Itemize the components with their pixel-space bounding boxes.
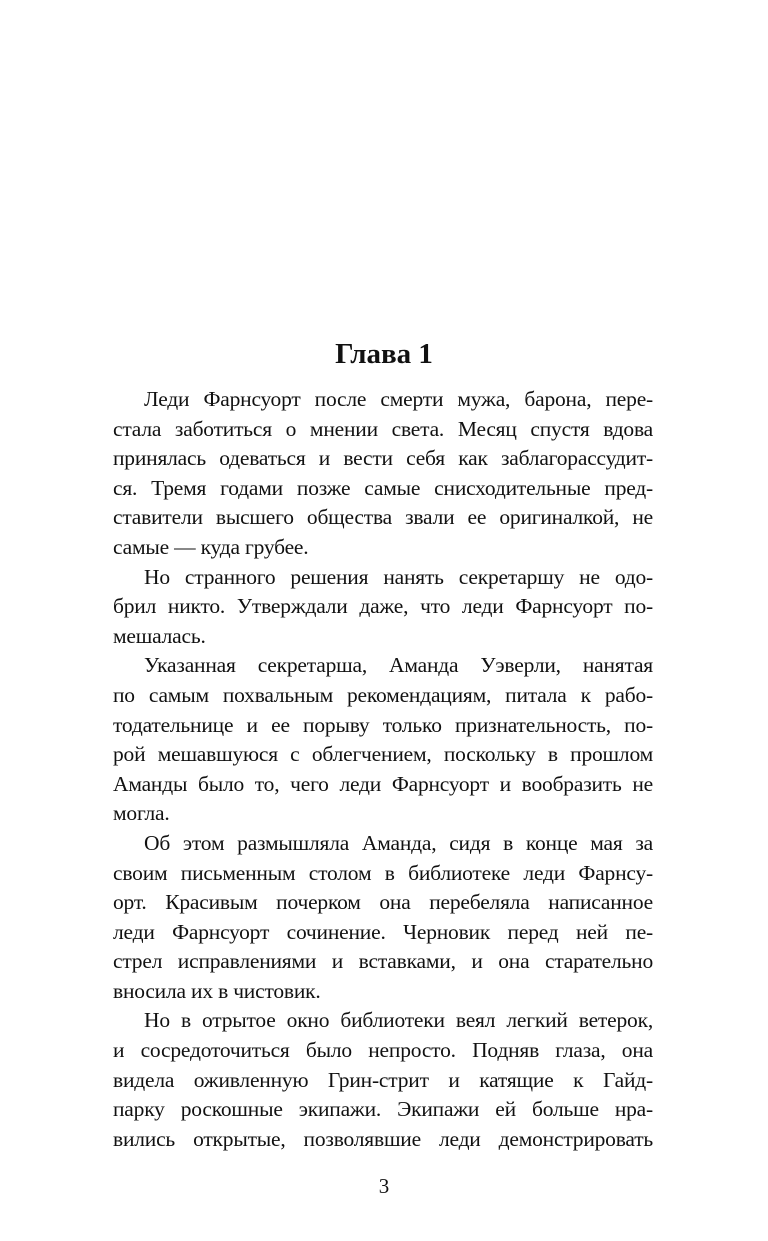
text-line: и сосредоточиться было непросто. Подняв глаза, она [113,1038,653,1063]
text-line: стрел исправлениями и вставками, и она старательно [113,949,653,974]
text-line: орт. Красивым почерком она перебеляла написанное [113,890,653,915]
text-line: стала заботиться о мнении света. Месяц спустя вдова [113,416,653,441]
text-line: мешалась. [113,623,206,648]
text-line: принялась одеваться и вести себя как заблагорассудит- [113,446,653,471]
text-line: рой мешавшуюся с облегчением, поскольку в прошлом [113,742,653,767]
text-line: ставители высшего общества звали ее оригиналкой, не [113,505,653,530]
text-line: Леди Фарнсуорт после смерти мужа, барона, пере- [144,387,653,411]
text-line: ся. Тремя годами позже самые снисходительные пред- [113,475,653,500]
page-number: 3 [378,1174,390,1199]
text-line: вносила их в чистовик. [113,978,321,1003]
text-line: по самым похвальным рекомендациям, питала к рабо- [113,682,653,707]
text-line: парку роскошные экипажи. Экипажи ей больше нра- [113,1097,653,1122]
paragraph [113,563,653,652]
paragraph [113,651,653,829]
paragraph [113,829,653,1007]
text-line: тодательнице и ее порыву только признательность, по- [113,712,653,737]
text-line: Об этом размышляла Аманда, сидя в конце мая за [144,830,653,855]
text-line: Аманды было то, чего леди Фарнсуорт и вообразить не [113,771,653,796]
text-line: Указанная секретарша, Аманда Уэверли, нанятая [144,653,653,678]
body-text [113,385,653,1154]
paragraph [113,1006,653,1154]
text-line: видела оживленную Грин-стрит и катящие к Гайд- [113,1067,653,1092]
paragraph [113,385,653,563]
chapter-title: Глава 1 [335,338,433,370]
text-line: вились открытые, позволявшие леди демонстрировать [113,1126,653,1151]
text-line: своим письменным столом в библиотеке леди Фарнсу- [113,860,653,885]
text-line: самые — куда грубее. [113,534,309,559]
text-line: брил никто. Утверждали даже, что леди Фарнсуорт по- [113,594,653,619]
text-line: леди Фарнсуорт сочинение. Черновик перед ней пе- [113,919,653,944]
text-line: Но странного решения нанять секретаршу не одо- [144,564,653,589]
text-line: могла. [113,801,170,826]
text-line: Но в отрытое окно библиотеки веял легкий ветерок, [144,1008,653,1033]
